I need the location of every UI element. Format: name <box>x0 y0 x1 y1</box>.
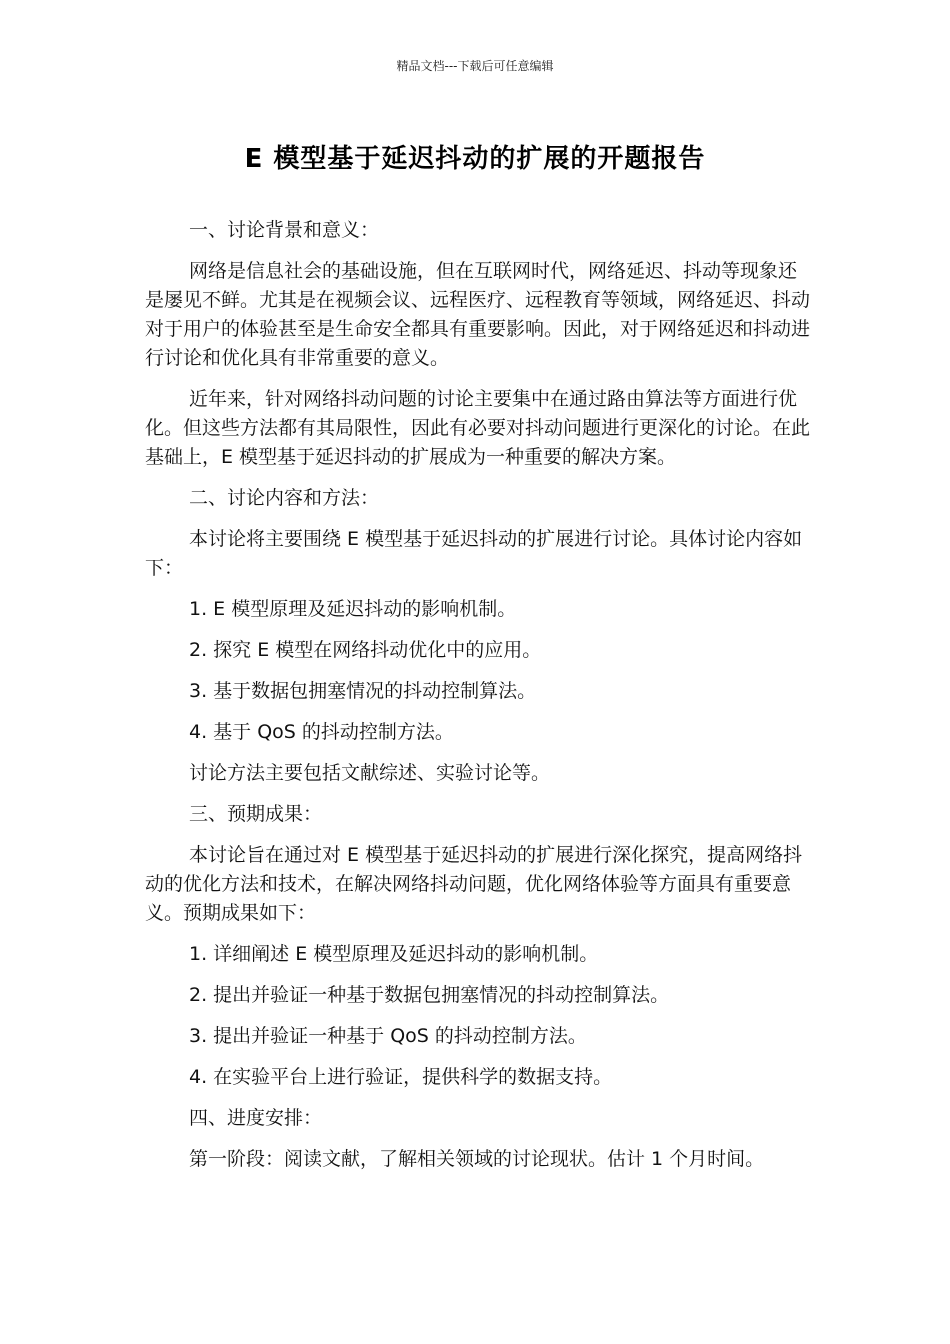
list-item-content-2: 2. 探究 E 模型在网络抖动优化中的应用。 <box>189 639 542 661</box>
list-item-results-3: 3. 提出并验证一种基于 QoS 的抖动控制方法。 <box>189 1025 587 1047</box>
document-title: E 模型基于延迟抖动的扩展的开题报告 <box>244 144 706 174</box>
header-note: 精品文档---下载后可任意编辑 <box>396 59 554 73</box>
section-heading-schedule: 四、进度安排： <box>189 1107 323 1129</box>
document-body <box>145 216 810 1186</box>
paragraph-methods: 讨论方法主要包括文献综述、实验讨论等。 <box>189 762 551 784</box>
paragraph-results-intro: 本讨论旨在通过对 E 模型基于延迟抖动的扩展进行深化探究，提高网络抖动的优化方法和技术，在解决网络抖动问题，优化网络体验等方面具有重要意义。预期成果如下： <box>145 844 803 924</box>
section-heading-expected-results: 三、预期成果： <box>189 803 323 825</box>
list-item-content-1: 1. E 模型原理及延迟抖动的影响机制。 <box>189 598 517 620</box>
paragraph-background-1: 网络是信息社会的基础设施，但在互联网时代，网络延迟、抖动等现象还是屡见不鲜。尤其是在视频会议、远程医疗、远程教育等领域，网络延迟、抖动对于用户的体验甚至是生命安全都具有重要影响。因此，对于网络延迟和抖动进行讨论和优化具有非常重要的意义。 <box>145 260 811 369</box>
list-item-content-3: 3. 基于数据包拥塞情况的抖动控制算法。 <box>189 680 537 702</box>
section-heading-content-methods: 二、讨论内容和方法： <box>189 487 380 509</box>
list-item-content-4: 4. 基于 QoS 的抖动控制方法。 <box>189 721 454 743</box>
paragraph-content-intro: 本讨论将主要围绕 E 模型基于延迟抖动的扩展进行讨论。具体讨论内容如下： <box>145 528 803 579</box>
paragraph-schedule-stage-1: 第一阶段：阅读文献，了解相关领域的讨论现状。估计 1 个月时间。 <box>189 1148 765 1170</box>
list-item-results-2: 2. 提出并验证一种基于数据包拥塞情况的抖动控制算法。 <box>189 984 670 1006</box>
paragraph-background-2: 近年来，针对网络抖动问题的讨论主要集中在通过路由算法等方面进行优化。但这些方法都有其局限性，因此有必要对抖动问题进行更深化的讨论。在此基础上，E 模型基于延迟抖动的扩展成为一种重要的解决方案。 <box>145 388 811 468</box>
list-item-results-4: 4. 在实验平台上进行验证，提供科学的数据支持。 <box>189 1066 613 1088</box>
list-item-results-1: 1. 详细阐述 E 模型原理及延迟抖动的影响机制。 <box>189 943 599 965</box>
section-heading-background: 一、讨论背景和意义： <box>189 219 380 241</box>
